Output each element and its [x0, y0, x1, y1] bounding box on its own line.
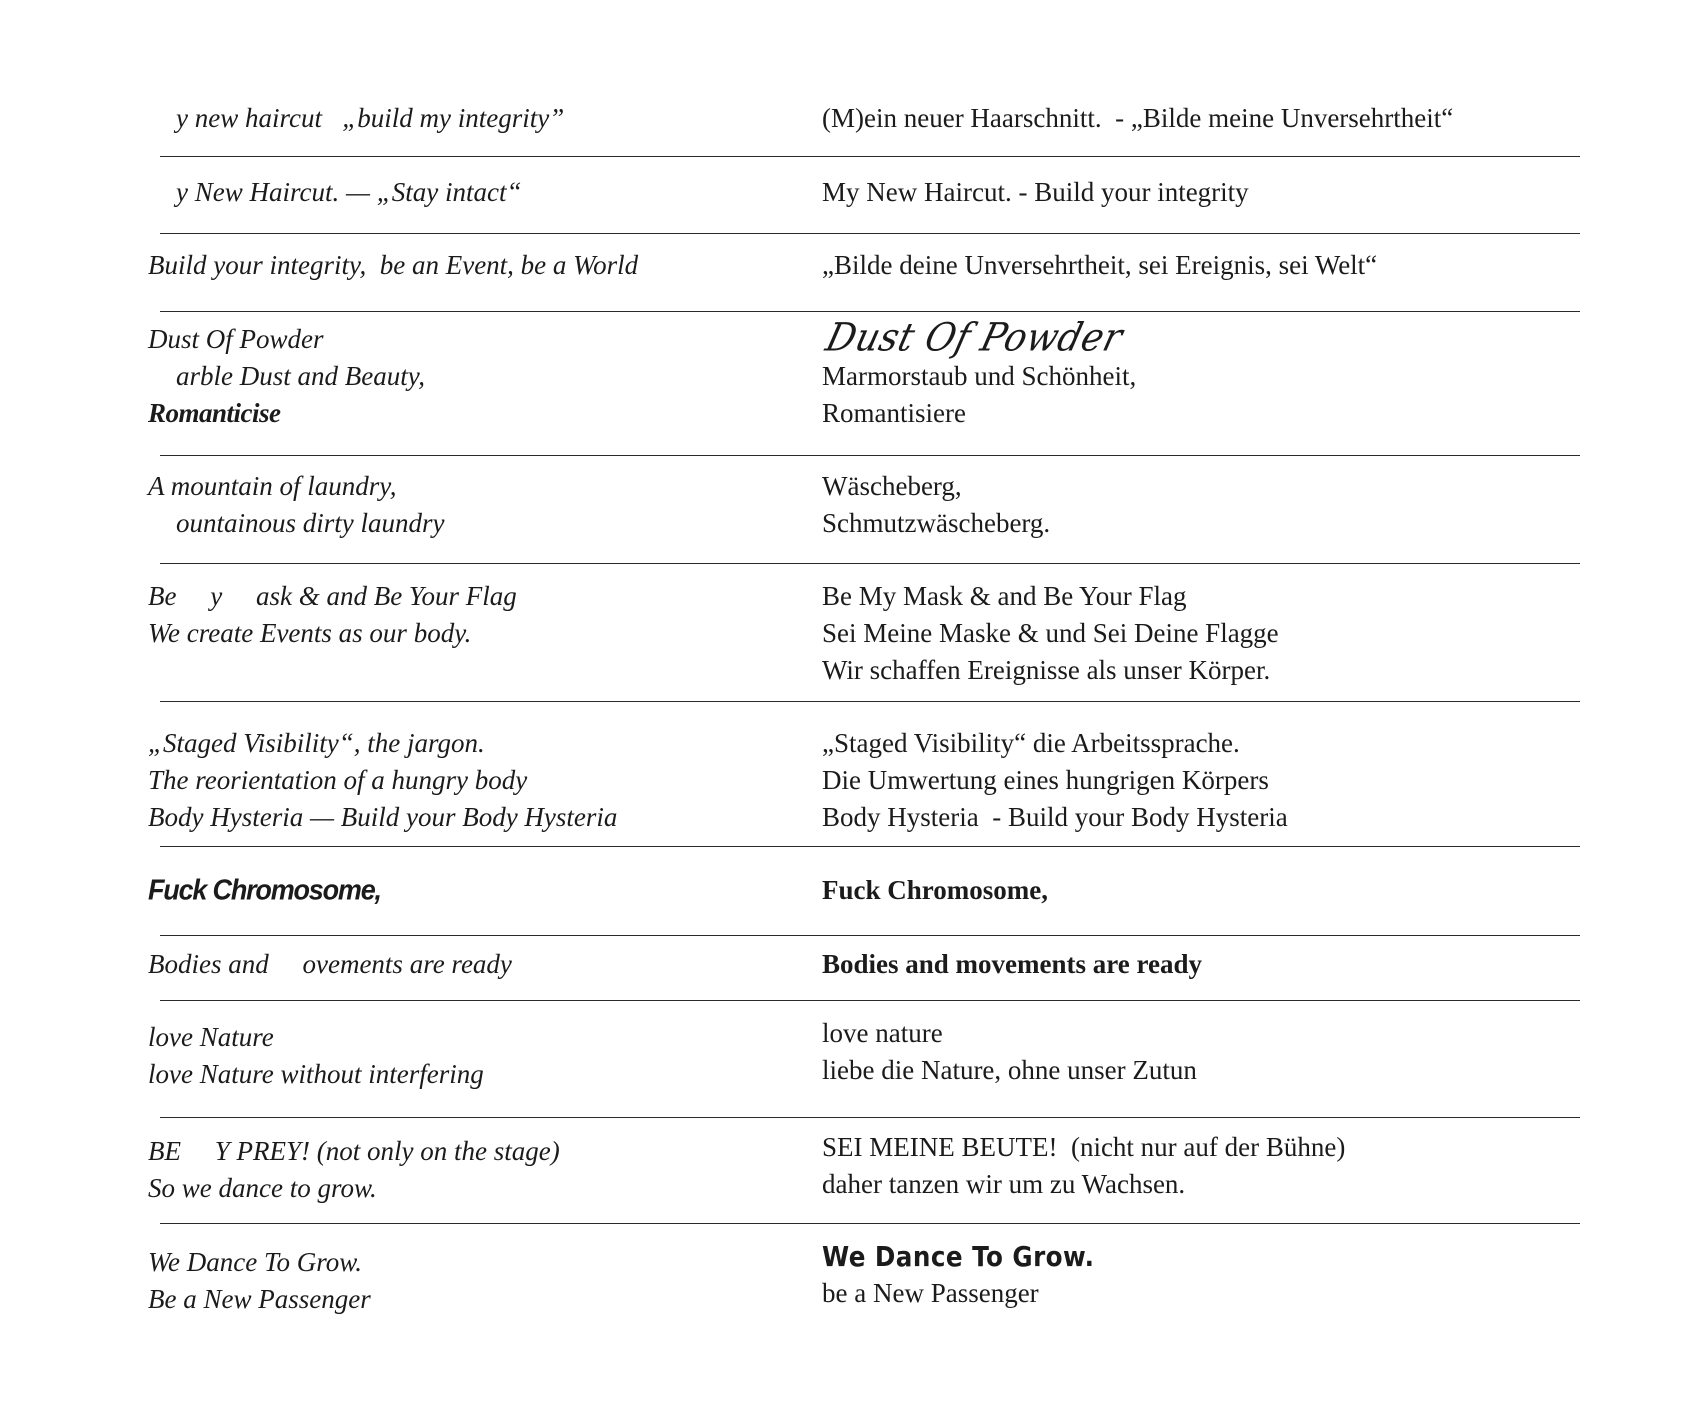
english-line: ountainous dirty laundry	[176, 508, 445, 538]
german-line: Romantisiere	[822, 398, 966, 428]
row-divider	[160, 1223, 1580, 1224]
english-line: love Nature	[148, 1022, 274, 1052]
row-divider	[160, 701, 1580, 702]
row-divider	[160, 1000, 1580, 1001]
english-column	[148, 468, 798, 542]
german-line: Schmutzwäscheberg.	[822, 508, 1051, 538]
english-column	[148, 946, 798, 983]
english-line: A mountain of laundry,	[148, 471, 397, 501]
german-line: Wäscheberg,	[822, 471, 962, 501]
german-line: be a New Passenger	[822, 1278, 1039, 1308]
german-line: daher tanzen wir um zu Wachsen.	[822, 1169, 1186, 1199]
german-line: SEI MEINE BEUTE! (nicht nur auf der Bühne)	[822, 1132, 1346, 1162]
english-line: Be a New Passenger	[148, 1284, 371, 1314]
german-line: Sei Meine Maske & und Sei Deine Flagge	[822, 618, 1279, 648]
german-line: Marmorstaub und Schönheit,	[822, 361, 1137, 391]
german-line-script: Dust Of Powder	[821, 315, 1128, 361]
german-line: liebe die Nature, ohne unser Zutun	[822, 1055, 1197, 1085]
english-column	[148, 725, 798, 836]
english-line: We create Events as our body.	[148, 618, 472, 648]
german-line: My New Haircut. - Build your integrity	[822, 177, 1249, 207]
german-column	[822, 468, 1582, 542]
german-line: We Dance To Grow.	[822, 1240, 1095, 1273]
english-line: So we dance to grow.	[148, 1173, 377, 1203]
german-line: Wir schaffen Ereignisse als unser Körper.	[822, 655, 1271, 685]
english-column	[148, 174, 798, 211]
english-column	[148, 100, 798, 137]
german-column	[822, 1015, 1582, 1089]
german-line: „Staged Visibility“ die Arbeitssprache.	[822, 728, 1240, 758]
english-line: The reorientation of a hungry body	[148, 765, 528, 795]
german-column	[822, 1238, 1582, 1312]
row-divider	[160, 455, 1580, 456]
german-column	[821, 315, 1582, 432]
english-line: y New Haircut. — „Stay intact“	[176, 177, 522, 207]
english-line: Dust Of Powder	[148, 324, 324, 354]
german-line: (M)ein neuer Haarschnitt. - „Bilde meine Unversehrtheit“	[822, 103, 1454, 133]
english-column	[148, 1133, 798, 1207]
german-column	[822, 247, 1582, 284]
german-line: Bodies and movements are ready	[822, 949, 1202, 979]
german-line: Die Umwertung eines hungrigen Körpers	[822, 765, 1269, 795]
english-line: Romanticise	[148, 398, 281, 428]
english-line: Build your integrity, be an Event, be a World	[148, 250, 639, 280]
english-line: arble Dust and Beauty,	[176, 361, 425, 391]
row-divider	[160, 156, 1580, 157]
german-column	[822, 578, 1582, 689]
german-column	[822, 174, 1582, 211]
german-line: „Bilde deine Unversehrtheit, sei Ereignis, sei Welt“	[822, 250, 1378, 280]
english-column	[148, 321, 798, 432]
english-column	[148, 1244, 798, 1318]
english-line: Body Hysteria — Build your Body Hysteria	[148, 802, 618, 832]
english-column	[148, 872, 798, 909]
german-line: Fuck Chromosome,	[822, 875, 1048, 905]
english-line: y new haircut „build my integrity”	[176, 103, 565, 133]
english-column	[148, 247, 798, 284]
english-line: We Dance To Grow.	[148, 1247, 363, 1277]
english-line: BE Y PREY! (not only on the stage)	[148, 1136, 560, 1166]
german-line: Be My Mask & and Be Your Flag	[822, 581, 1187, 611]
english-line: „Staged Visibility“, the jargon.	[148, 728, 485, 758]
english-line: Be y ask & and Be Your Flag	[148, 581, 517, 611]
german-line: love nature	[822, 1018, 943, 1048]
german-line: Body Hysteria - Build your Body Hysteria	[822, 802, 1288, 832]
english-column	[148, 1019, 798, 1093]
english-line: Bodies and ovements are ready	[148, 949, 512, 979]
english-line: love Nature without interfering	[148, 1059, 484, 1089]
german-column	[822, 946, 1582, 983]
german-column	[822, 100, 1582, 137]
row-divider	[160, 563, 1580, 564]
german-column	[822, 725, 1582, 836]
german-column	[822, 872, 1582, 909]
row-divider	[160, 311, 1580, 312]
english-column	[148, 578, 798, 652]
german-column	[822, 1129, 1582, 1203]
row-divider	[160, 846, 1580, 847]
english-line: Fuck Chromosome,	[148, 874, 381, 906]
row-divider	[160, 1117, 1580, 1118]
row-divider	[160, 233, 1580, 234]
row-divider	[160, 935, 1580, 936]
